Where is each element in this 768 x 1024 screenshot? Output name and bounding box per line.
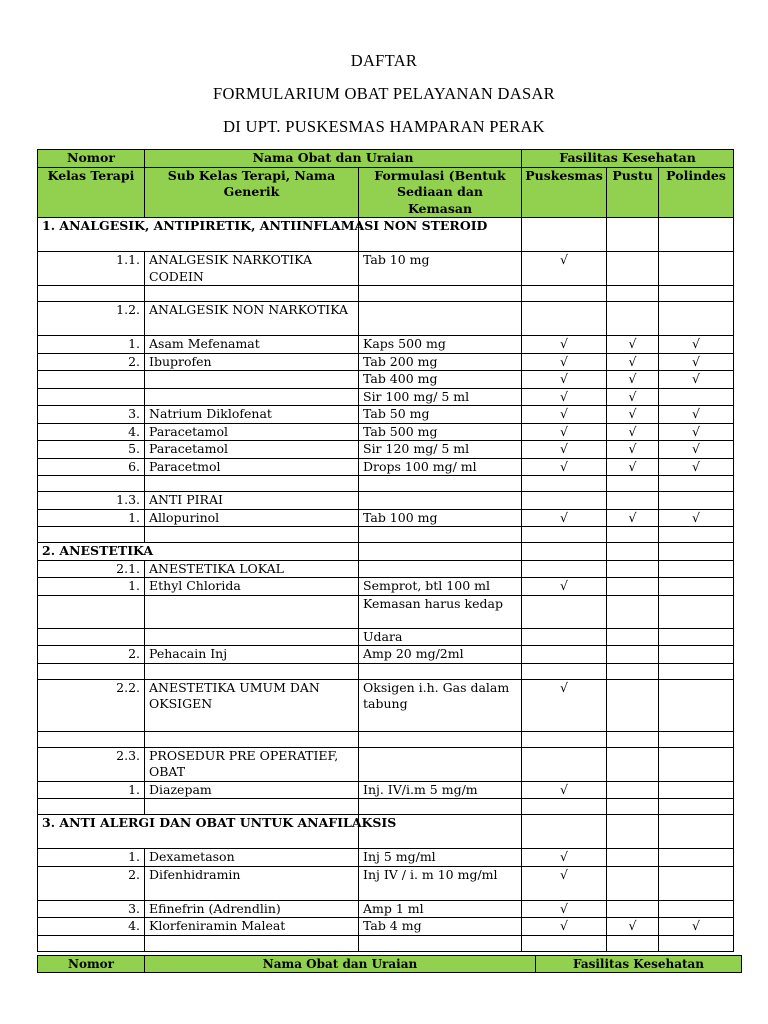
row-number: 1. xyxy=(38,781,145,799)
drug-formulation: Inj. IV/i.m 5 mg/m xyxy=(359,781,522,799)
pustu-check xyxy=(607,578,659,596)
drug-name xyxy=(145,388,359,406)
polindes-check: √ xyxy=(659,406,734,424)
formulation-cell xyxy=(359,286,522,302)
puskesmas-check: √ xyxy=(522,252,607,286)
drug-formulation xyxy=(359,302,522,336)
polindes-cell xyxy=(659,663,734,679)
footer-nama-uraian: Nama Obat dan Uraian xyxy=(145,956,536,973)
pustu-check: √ xyxy=(607,509,659,527)
drug-formulation: Amp 1 ml xyxy=(359,900,522,918)
puskesmas-check xyxy=(522,560,607,578)
drug-row xyxy=(38,679,734,731)
blank-row xyxy=(38,935,734,951)
row-number: 1. xyxy=(38,849,145,867)
pustu-check xyxy=(607,560,659,578)
row-number: 1. xyxy=(38,509,145,527)
puskesmas-check: √ xyxy=(522,679,607,731)
pustu-cell xyxy=(607,799,659,815)
polindes-check: √ xyxy=(659,336,734,354)
row-number: 3. xyxy=(38,406,145,424)
drug-row xyxy=(38,509,734,527)
pustu-check: √ xyxy=(607,371,659,389)
polindes-cell xyxy=(659,815,734,849)
polindes-check: √ xyxy=(659,918,734,936)
polindes-cell xyxy=(659,799,734,815)
pustu-cell xyxy=(607,663,659,679)
puskesmas-check: √ xyxy=(522,509,607,527)
puskesmas-check xyxy=(522,595,607,628)
blank-row xyxy=(38,476,734,492)
name-cell xyxy=(145,935,359,951)
drug-name xyxy=(145,628,359,646)
pustu-check xyxy=(607,646,659,664)
pustu-check: √ xyxy=(607,918,659,936)
polindes-check xyxy=(659,560,734,578)
pustu-check: √ xyxy=(607,441,659,459)
pustu-check xyxy=(607,866,659,900)
name-cell xyxy=(145,731,359,747)
drug-formulation: Kemasan harus kedap xyxy=(359,595,522,628)
row-number: 2. xyxy=(38,353,145,371)
pustu-cell xyxy=(607,286,659,302)
drug-formulation: Udara xyxy=(359,628,522,646)
puskesmas-check: √ xyxy=(522,406,607,424)
drug-formulation: Tab 10 mg xyxy=(359,252,522,286)
puskesmas-check: √ xyxy=(522,423,607,441)
polindes-check: √ xyxy=(659,509,734,527)
drug-row xyxy=(38,781,734,799)
puskesmas-cell xyxy=(522,476,607,492)
drug-formulation: Semprot, btl 100 ml xyxy=(359,578,522,596)
name-cell xyxy=(145,799,359,815)
polindes-check xyxy=(659,492,734,510)
drug-formulation: Oksigen i.h. Gas dalam tabung xyxy=(359,679,522,731)
puskesmas-check: √ xyxy=(522,371,607,389)
drug-formulation: Tab 400 mg xyxy=(359,371,522,389)
number-cell xyxy=(38,286,145,302)
header-formulasi: Formulasi (Bentuk Sediaan dan Kemasan xyxy=(359,167,522,218)
polindes-check xyxy=(659,849,734,867)
drug-row xyxy=(38,371,734,389)
row-number: 1.1. xyxy=(38,252,145,286)
pustu-check xyxy=(607,849,659,867)
puskesmas-check: √ xyxy=(522,578,607,596)
polindes-check: √ xyxy=(659,371,734,389)
pustu-check xyxy=(607,900,659,918)
pustu-check xyxy=(607,747,659,781)
drug-row xyxy=(38,560,734,578)
polindes-cell xyxy=(659,286,734,302)
drug-name: Efinefrin (Adrendlin) xyxy=(145,900,359,918)
polindes-check xyxy=(659,900,734,918)
header-fasilitas: Fasilitas Kesehatan xyxy=(522,150,734,168)
drug-name: Dexametason xyxy=(145,849,359,867)
drug-name: Paracetmol xyxy=(145,458,359,476)
blank-row xyxy=(38,799,734,815)
pustu-check: √ xyxy=(607,388,659,406)
drug-name: Paracetamol xyxy=(145,423,359,441)
polindes-check: √ xyxy=(659,353,734,371)
header-pustu: Pustu xyxy=(607,167,659,218)
formulation-cell xyxy=(359,799,522,815)
polindes-check: √ xyxy=(659,441,734,459)
drug-name: Diazepam xyxy=(145,781,359,799)
drug-name xyxy=(145,371,359,389)
drug-name: Ibuprofen xyxy=(145,353,359,371)
drug-row xyxy=(38,918,734,936)
document-title xyxy=(0,44,768,143)
drug-name: Klorfeniramin Maleat xyxy=(145,918,359,936)
formulation-cell xyxy=(359,476,522,492)
section-heading xyxy=(38,543,359,561)
drug-name: Difenhidramin xyxy=(145,866,359,900)
drug-row xyxy=(38,252,734,286)
row-number: 2.3. xyxy=(38,747,145,781)
puskesmas-check: √ xyxy=(522,781,607,799)
blank-row xyxy=(38,286,734,302)
row-number xyxy=(38,628,145,646)
section-heading-text: 1. ANALGESIK, ANTIPIRETIK, ANTIINFLAMASI NON STEROID xyxy=(42,218,488,233)
drug-row xyxy=(38,849,734,867)
name-cell xyxy=(145,286,359,302)
drug-row xyxy=(38,492,734,510)
name-cell xyxy=(145,527,359,543)
section-heading-text: 2. ANESTETIKA xyxy=(42,543,154,558)
drug-formulation xyxy=(359,560,522,578)
drug-name: ANESTETIKA UMUM DAN OKSIGEN xyxy=(145,679,359,731)
pustu-check: √ xyxy=(607,458,659,476)
number-cell xyxy=(38,935,145,951)
puskesmas-check xyxy=(522,302,607,336)
drug-name: Paracetamol xyxy=(145,441,359,459)
drug-row xyxy=(38,441,734,459)
header-puskesmas: Puskesmas xyxy=(522,167,607,218)
formulation-cell xyxy=(359,527,522,543)
polindes-cell xyxy=(659,527,734,543)
number-cell xyxy=(38,527,145,543)
polindes-cell xyxy=(659,218,734,252)
title-line-2: FORMULARIUM OBAT PELAYANAN DASAR xyxy=(213,84,555,103)
row-number: 4. xyxy=(38,423,145,441)
formulation-cell xyxy=(359,543,522,561)
polindes-check xyxy=(659,388,734,406)
puskesmas-cell xyxy=(522,286,607,302)
puskesmas-cell xyxy=(522,527,607,543)
drug-name: Ethyl Chlorida xyxy=(145,578,359,596)
drug-name xyxy=(145,595,359,628)
drug-name: ANALGESIK NON NARKOTIKA xyxy=(145,302,359,336)
polindes-check xyxy=(659,595,734,628)
row-number: 5. xyxy=(38,441,145,459)
drug-formulation: Tab 50 mg xyxy=(359,406,522,424)
puskesmas-check: √ xyxy=(522,388,607,406)
row-number: 1. xyxy=(38,336,145,354)
pustu-cell xyxy=(607,476,659,492)
footer-fasilitas: Fasilitas Kesehatan xyxy=(536,956,742,973)
drug-name: Natrium Diklofenat xyxy=(145,406,359,424)
drug-name: Asam Mefenamat xyxy=(145,336,359,354)
header-nama-uraian: Nama Obat dan Uraian xyxy=(145,150,522,168)
number-cell xyxy=(38,476,145,492)
drug-row xyxy=(38,353,734,371)
drug-name: ANTI PIRAI xyxy=(145,492,359,510)
puskesmas-cell xyxy=(522,218,607,252)
header-polindes: Polindes xyxy=(659,167,734,218)
drug-row xyxy=(38,595,734,628)
row-number: 1.2. xyxy=(38,302,145,336)
formulation-cell xyxy=(359,935,522,951)
section-heading xyxy=(38,218,488,252)
section-heading-text: 3. ANTI ALERGI DAN OBAT UNTUK ANAFILAKSIS xyxy=(42,815,397,830)
name-cell xyxy=(145,663,359,679)
drug-formulation: Tab 4 mg xyxy=(359,918,522,936)
polindes-check xyxy=(659,747,734,781)
row-number: 2. xyxy=(38,646,145,664)
drug-row xyxy=(38,302,734,336)
title-line-1: DAFTAR xyxy=(350,51,418,70)
polindes-check xyxy=(659,679,734,731)
polindes-check xyxy=(659,781,734,799)
row-number: 3. xyxy=(38,900,145,918)
puskesmas-check: √ xyxy=(522,441,607,459)
drug-row xyxy=(38,388,734,406)
drug-formulation: Tab 100 mg xyxy=(359,509,522,527)
puskesmas-check: √ xyxy=(522,458,607,476)
puskesmas-cell xyxy=(522,731,607,747)
row-number: 2.2. xyxy=(38,679,145,731)
polindes-check xyxy=(659,302,734,336)
drug-formulation: Kaps 500 mg xyxy=(359,336,522,354)
drug-formulation: Sir 100 mg/ 5 ml xyxy=(359,388,522,406)
drug-formulation: Drops 100 mg/ ml xyxy=(359,458,522,476)
section-row xyxy=(38,218,734,252)
drug-row xyxy=(38,423,734,441)
drug-formulation: Tab 200 mg xyxy=(359,353,522,371)
puskesmas-check xyxy=(522,646,607,664)
polindes-check xyxy=(659,252,734,286)
header-row-2 xyxy=(38,167,734,218)
row-number: 4. xyxy=(38,918,145,936)
drug-row xyxy=(38,628,734,646)
drug-row xyxy=(38,336,734,354)
polindes-cell xyxy=(659,731,734,747)
row-number xyxy=(38,371,145,389)
pustu-check xyxy=(607,781,659,799)
drug-formulation: Tab 500 mg xyxy=(359,423,522,441)
drug-row xyxy=(38,578,734,596)
drug-formulation: Sir 120 mg/ 5 ml xyxy=(359,441,522,459)
pustu-check xyxy=(607,628,659,646)
pustu-check xyxy=(607,302,659,336)
pustu-cell xyxy=(607,527,659,543)
row-number: 2.1. xyxy=(38,560,145,578)
blank-row xyxy=(38,663,734,679)
row-number: 6. xyxy=(38,458,145,476)
polindes-check xyxy=(659,628,734,646)
pustu-check: √ xyxy=(607,406,659,424)
polindes-check: √ xyxy=(659,458,734,476)
section-row xyxy=(38,543,734,561)
header-row-1 xyxy=(38,150,734,168)
number-cell xyxy=(38,731,145,747)
puskesmas-cell xyxy=(522,663,607,679)
pustu-cell xyxy=(607,731,659,747)
title-line-3: DI UPT. PUSKESMAS HAMPARAN PERAK xyxy=(223,117,545,136)
polindes-cell xyxy=(659,935,734,951)
header-sub-kelas: Sub Kelas Terapi, Nama Generik xyxy=(145,167,359,218)
puskesmas-check: √ xyxy=(522,866,607,900)
puskesmas-cell xyxy=(522,815,607,849)
pustu-check: √ xyxy=(607,353,659,371)
drug-name: Pehacain Inj xyxy=(145,646,359,664)
drug-name: PROSEDUR PRE OPERATIEF, OBAT xyxy=(145,747,359,781)
header-kelas-terapi: Kelas Terapi xyxy=(38,167,145,218)
row-number xyxy=(38,595,145,628)
pustu-check xyxy=(607,252,659,286)
puskesmas-check: √ xyxy=(522,336,607,354)
polindes-cell xyxy=(659,476,734,492)
puskesmas-cell xyxy=(522,799,607,815)
puskesmas-check xyxy=(522,747,607,781)
formularium-table xyxy=(37,149,734,952)
header-nomor: Nomor xyxy=(38,150,145,168)
row-number: 1.3. xyxy=(38,492,145,510)
polindes-check xyxy=(659,646,734,664)
pustu-cell xyxy=(607,935,659,951)
blank-row xyxy=(38,731,734,747)
footer-nomor: Nomor xyxy=(38,956,145,973)
formulation-cell xyxy=(359,731,522,747)
puskesmas-cell xyxy=(522,543,607,561)
row-number: 2. xyxy=(38,866,145,900)
pustu-check xyxy=(607,595,659,628)
puskesmas-check xyxy=(522,492,607,510)
section-row xyxy=(38,815,734,849)
puskesmas-check xyxy=(522,628,607,646)
drug-row xyxy=(38,406,734,424)
drug-row xyxy=(38,646,734,664)
pustu-check xyxy=(607,679,659,731)
pustu-cell xyxy=(607,218,659,252)
puskesmas-cell xyxy=(522,935,607,951)
puskesmas-check: √ xyxy=(522,849,607,867)
polindes-check xyxy=(659,866,734,900)
name-cell xyxy=(145,476,359,492)
pustu-check: √ xyxy=(607,423,659,441)
section-heading xyxy=(38,815,397,849)
drug-formulation: Inj 5 mg/ml xyxy=(359,849,522,867)
number-cell xyxy=(38,663,145,679)
drug-row xyxy=(38,900,734,918)
pustu-check xyxy=(607,492,659,510)
puskesmas-check: √ xyxy=(522,900,607,918)
footer-header-table xyxy=(37,955,742,973)
pustu-check: √ xyxy=(607,336,659,354)
blank-row xyxy=(38,527,734,543)
drug-formulation xyxy=(359,747,522,781)
drug-name: Allopurinol xyxy=(145,509,359,527)
drug-formulation: Inj IV / i. m 10 mg/ml xyxy=(359,866,522,900)
puskesmas-check: √ xyxy=(522,353,607,371)
pustu-cell xyxy=(607,543,659,561)
drug-name: ANESTETIKA LOKAL xyxy=(145,560,359,578)
drug-formulation: Amp 20 mg/2ml xyxy=(359,646,522,664)
polindes-check: √ xyxy=(659,423,734,441)
number-cell xyxy=(38,799,145,815)
row-number xyxy=(38,388,145,406)
pustu-cell xyxy=(607,815,659,849)
drug-row xyxy=(38,458,734,476)
puskesmas-check: √ xyxy=(522,918,607,936)
row-number: 1. xyxy=(38,578,145,596)
drug-row xyxy=(38,747,734,781)
drug-formulation xyxy=(359,492,522,510)
polindes-cell xyxy=(659,543,734,561)
drug-name: ANALGESIK NARKOTIKA CODEIN xyxy=(145,252,359,286)
polindes-check xyxy=(659,578,734,596)
drug-row xyxy=(38,866,734,900)
formulation-cell xyxy=(359,663,522,679)
